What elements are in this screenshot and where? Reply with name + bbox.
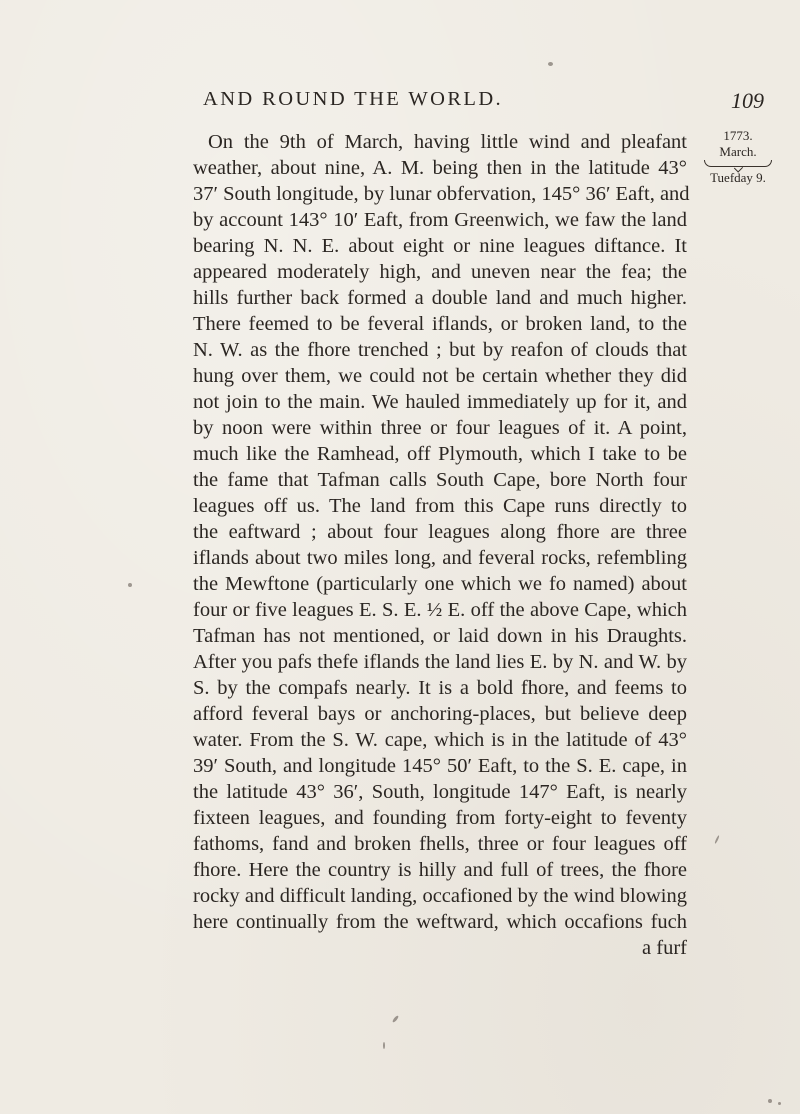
text-line: here continually from the weftward, which occafions fuch xyxy=(193,911,687,933)
page-number: 109 xyxy=(731,88,764,113)
text-line: by noon were within three or four leagues of it. A point, xyxy=(193,417,687,439)
text-line: the Mewftone (particularly one which we fo named) about xyxy=(193,573,687,595)
text-line: After you pafs thefe iflands the land lies E. by N. and W. by xyxy=(193,651,687,673)
text-line: weather, about nine, A. M. being then in the latitude 43° xyxy=(193,157,687,179)
text-line: Tafman has not mentioned, or laid down in his Draughts. xyxy=(193,625,687,647)
brace-icon xyxy=(700,160,776,170)
ink-speck xyxy=(548,62,553,66)
text-line: not join to the main. We hauled immediately up for it, and xyxy=(193,391,687,413)
text-line: much like the Ramhead, off Plymouth, which I take to be xyxy=(193,443,687,465)
text-line: bearing N. N. E. about eight or nine leagues diftance. It xyxy=(193,235,687,257)
text-line: There feemed to be feveral iflands, or broken land, to the xyxy=(193,313,687,335)
text-line: fixteen leagues, and founding from forty-eight to feventy xyxy=(193,807,687,829)
text-line: On the 9th of March, having little wind and pleafant xyxy=(208,131,687,153)
text-line: four or five leagues E. S. E. ½ E. off the above Cape, which xyxy=(193,599,687,621)
text-line: afford feveral bays or anchoring-places, but believe deep xyxy=(193,703,687,725)
text-line: hills further back formed a double land and much higher. xyxy=(193,287,687,309)
body-text xyxy=(193,129,690,961)
text-line: hung over them, we could not be certain whether they did xyxy=(193,365,687,387)
text-line: the latitude 43° 36′, South, longitude 147° Eaft, is nearly xyxy=(193,781,687,803)
ink-speck xyxy=(778,1102,781,1105)
text-line: the fame that Tafman calls South Cape, bore North four xyxy=(193,469,687,491)
ink-speck xyxy=(392,1015,399,1023)
text-line: fhore. Here the country is hilly and full of trees, the fhore xyxy=(193,859,687,881)
ink-speck xyxy=(768,1099,772,1103)
text-line: leagues off us. The land from this Cape runs directly to xyxy=(193,495,687,517)
text-line: appeared moderately high, and uneven near the fea; the xyxy=(193,261,687,283)
text-line: water. From the S. W. cape, which is in the latitude of 43° xyxy=(193,729,687,751)
catchword: a furf xyxy=(642,937,687,959)
ink-speck xyxy=(714,835,720,844)
text-line: iflands about two miles long, and feveral rocks, refembling xyxy=(193,547,687,569)
margin-month: March. xyxy=(719,144,757,159)
text-line: N. W. as the fhore trenched ; but by reafon of clouds that xyxy=(193,339,687,361)
margin-year: 1773. xyxy=(723,128,753,143)
ink-speck xyxy=(383,1042,385,1049)
margin-day: Tuefday 9. xyxy=(710,170,766,185)
margin-note xyxy=(698,128,778,186)
running-head: AND ROUND THE WORLD. xyxy=(203,88,504,110)
text-line: 39′ South, and longitude 145° 50′ Eaft, to the S. E. cape, in xyxy=(193,755,687,777)
text-line: rocky and difficult landing, occafioned by the wind blowing xyxy=(193,885,687,907)
text-line: the eaftward ; about four leagues along fhore are three xyxy=(193,521,687,543)
text-line: fathoms, fand and broken fhells, three or four leagues off xyxy=(193,833,687,855)
text-line: S. by the compafs nearly. It is a bold fhore, and feems to xyxy=(193,677,687,699)
text-line: by account 143° 10′ Eaft, from Greenwich, we faw the land xyxy=(193,209,687,231)
text-line: 37′ South longitude, by lunar obfervation, 145° 36′ Eaft, and xyxy=(193,183,690,205)
ink-speck xyxy=(128,583,132,587)
